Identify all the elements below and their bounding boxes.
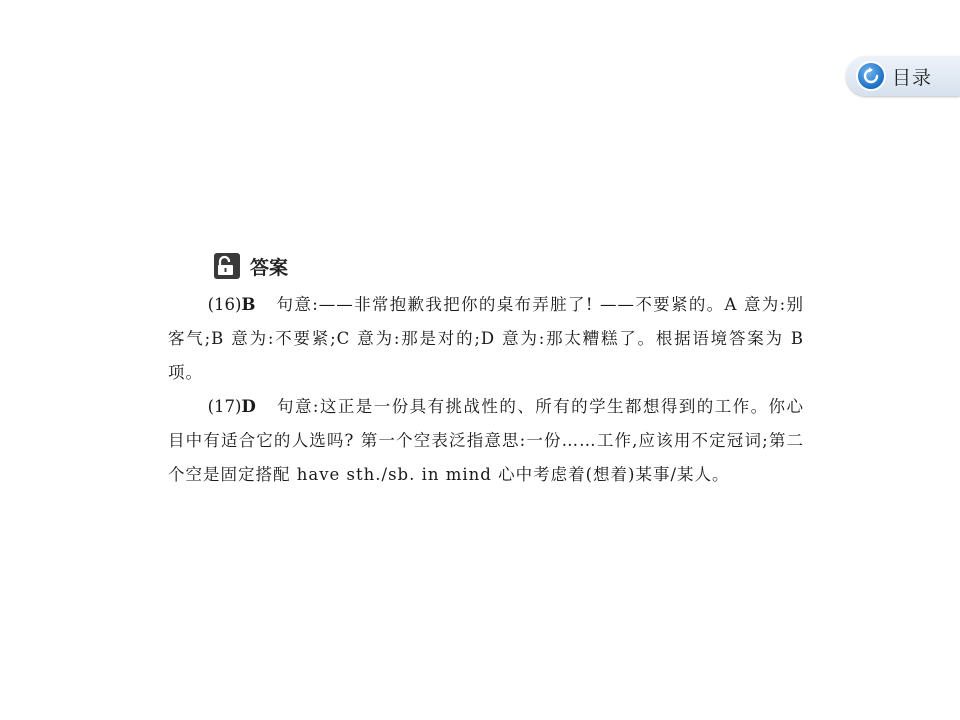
question-number: (17) (207, 397, 242, 416)
explanation-text: 句意:——非常抱歉我把你的桌布弄脏了! ——不要紧的。A 意为:别客气;B 意为:不要紧;C 意为:那是对的;D 意为:那太糟糕了。根据语境答案为 B 项。 (168, 295, 804, 382)
toc-button[interactable] (846, 56, 960, 96)
answer-content (168, 288, 804, 492)
open-lock-icon (214, 253, 240, 279)
answer-item-17 (168, 390, 804, 492)
answer-choice: B (241, 295, 257, 314)
question-number: (16) (207, 295, 242, 314)
answer-item-16 (168, 288, 804, 390)
answer-choice: D (241, 397, 257, 416)
refresh-circle-icon (856, 61, 886, 91)
explanation-text: 句意:这正是一份具有挑战性的、所有的学生都想得到的工作。你心目中有适合它的人选吗? 第一个空表泛指意思:一份……工作,应该用不定冠词;第二个空是固定搭配 have sth./sb. in mind 心中考虑着(想着)某事/某人。 (168, 397, 804, 484)
answer-title: 答案 (250, 256, 289, 279)
answer-header (214, 253, 288, 279)
toc-label: 目录 (892, 66, 933, 89)
